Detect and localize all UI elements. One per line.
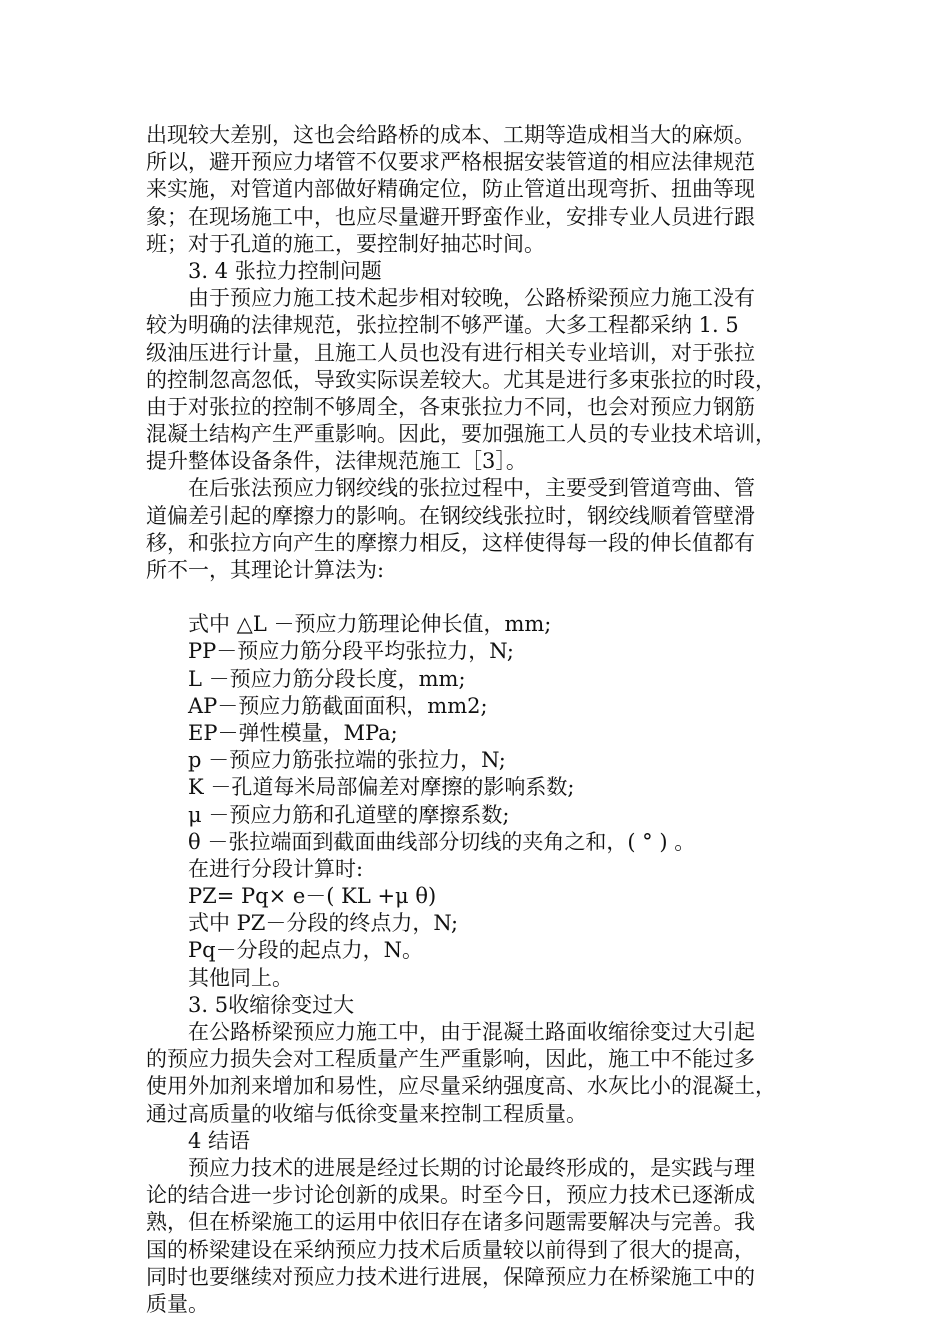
paragraph-shrinkage — [146, 1019, 811, 1128]
text-line: 较为明确的法律规范，张拉控制不够严谨。大多工程都采纳 1. 5 — [146, 313, 739, 338]
definition-line: AP－预应力筋截面面积，mm2; — [188, 693, 488, 718]
text-line: 由于预应力施工技术起步相对较晚，公路桥梁预应力施工没有 — [188, 286, 755, 311]
text-line: 在公路桥梁预应力施工中，由于混凝土路面收缩徐变过大引起 — [188, 1020, 755, 1044]
section-heading-4: 4 结语 — [188, 1128, 251, 1153]
formula-line: PZ= Pq× e－( KL +μ θ) — [188, 884, 437, 909]
definition-line: 式中 PZ－分段的终点力，N; — [188, 911, 459, 936]
text-line: 论的结合进一步讨论创新的成果。时至今日，预应力技术已逐渐成 — [146, 1183, 755, 1208]
section-heading-3-4: 3. 4 张拉力控制问题 — [188, 258, 382, 283]
text-line: 的控制忽高忽低，导致实际误差较大。尤其是进行多束张拉的时段， — [146, 367, 776, 392]
text-line: 同时也要继续对预应力技术进行进展，保障预应力在桥梁施工中的 — [146, 1264, 755, 1289]
section-heading-3-5: 3. 5收缩徐变过大 — [188, 992, 355, 1017]
definition-line: K －孔道每米局部偏差对摩擦的影响系数; — [188, 775, 575, 800]
text-line: 出现较大差别，这也会给路桥的成本、工期等造成相当大的麻烦。 — [146, 123, 755, 147]
paragraph-friction — [146, 475, 811, 584]
text-line: 班；对于孔道的施工，要控制好抽芯时间。 — [146, 231, 545, 256]
text-line: 来实施，对管道内部做好精确定位，防止管道出现弯折、扭曲等现 — [146, 177, 755, 202]
definition-line: L －预应力筋分段长度，mm; — [188, 666, 466, 691]
text-line: 所以，避开预应力堵管不仅要求严格根据安装管道的相应法律规范 — [146, 150, 755, 175]
definition-line: EP－弹性模量，MPa; — [188, 720, 398, 745]
paragraph-conclusion — [146, 1155, 811, 1318]
definition-line: 式中 △L －预应力筋理论伸长值，mm; — [188, 612, 552, 637]
definition-line: θ －张拉端面到截面曲线部分切线的夹角之和，( ° ) 。 — [188, 829, 696, 854]
text-line: 质量。 — [146, 1291, 209, 1316]
text-line: 所不一，其理论计算法为: — [146, 558, 385, 582]
text-line: 混凝土结构产生严重影响。因此，要加强施工人员的专业技术培训， — [146, 422, 776, 447]
text-line: 通过高质量的收缩与低徐变量来控制工程质量。 — [146, 1101, 587, 1126]
text-line: 级油压进行计量，且施工人员也没有进行相关专业培训，对于张拉 — [146, 340, 755, 365]
text-line: 象；在现场施工中，也应尽量避开野蛮作业，安排专业人员进行跟 — [146, 204, 755, 229]
document-page — [146, 122, 811, 1318]
definition-line: p －预应力筋张拉端的张拉力，N; — [188, 748, 506, 773]
text-line: 在后张法预应力钢绞线的张拉过程中，主要受到管道弯曲、管 — [188, 476, 755, 501]
text-line: 的预应力损失会对工程质量产生严重影响，因此，施工中不能过多 — [146, 1047, 755, 1072]
formula-placeholder — [146, 584, 811, 611]
definition-line: 其他同上。 — [188, 965, 293, 990]
text-line: 国的桥梁建设在采纳预应力技术后质量较以前得到了很大的提高， — [146, 1237, 755, 1262]
text-line: 提升整体设备条件，法律规范施工［3］。 — [146, 449, 527, 474]
definition-line: 在进行分段计算时: — [188, 856, 364, 881]
definition-line: μ －预应力筋和孔道壁的摩擦系数; — [188, 802, 510, 827]
paragraph-continuation — [146, 122, 811, 258]
text-line: 道偏差引起的摩擦力的影响。在钢绞线张拉时，钢绞线顺着管壁滑 — [146, 503, 755, 528]
definition-line: Pq－分段的起点力，N。 — [188, 938, 423, 963]
text-line: 由于对张拉的控制不够周全，各束张拉力不同，也会对预应力钢筋 — [146, 394, 755, 419]
text-line: 熟，但在桥梁施工的运用中依旧存在诸多问题需要解决与完善。我 — [146, 1210, 755, 1235]
text-line: 移，和张拉方向产生的摩擦力相反，这样使得每一段的伸长值都有 — [146, 530, 755, 555]
definitions-list — [146, 611, 811, 992]
paragraph-tension-control — [146, 285, 811, 475]
definition-line: PP－预应力筋分段平均张拉力，N; — [188, 639, 514, 664]
text-line: 预应力技术的进展是经过长期的讨论最终形成的，是实践与理 — [188, 1155, 755, 1180]
text-line: 使用外加剂来增加和易性，应尽量采纳强度高、水灰比小的混凝土， — [146, 1074, 776, 1099]
